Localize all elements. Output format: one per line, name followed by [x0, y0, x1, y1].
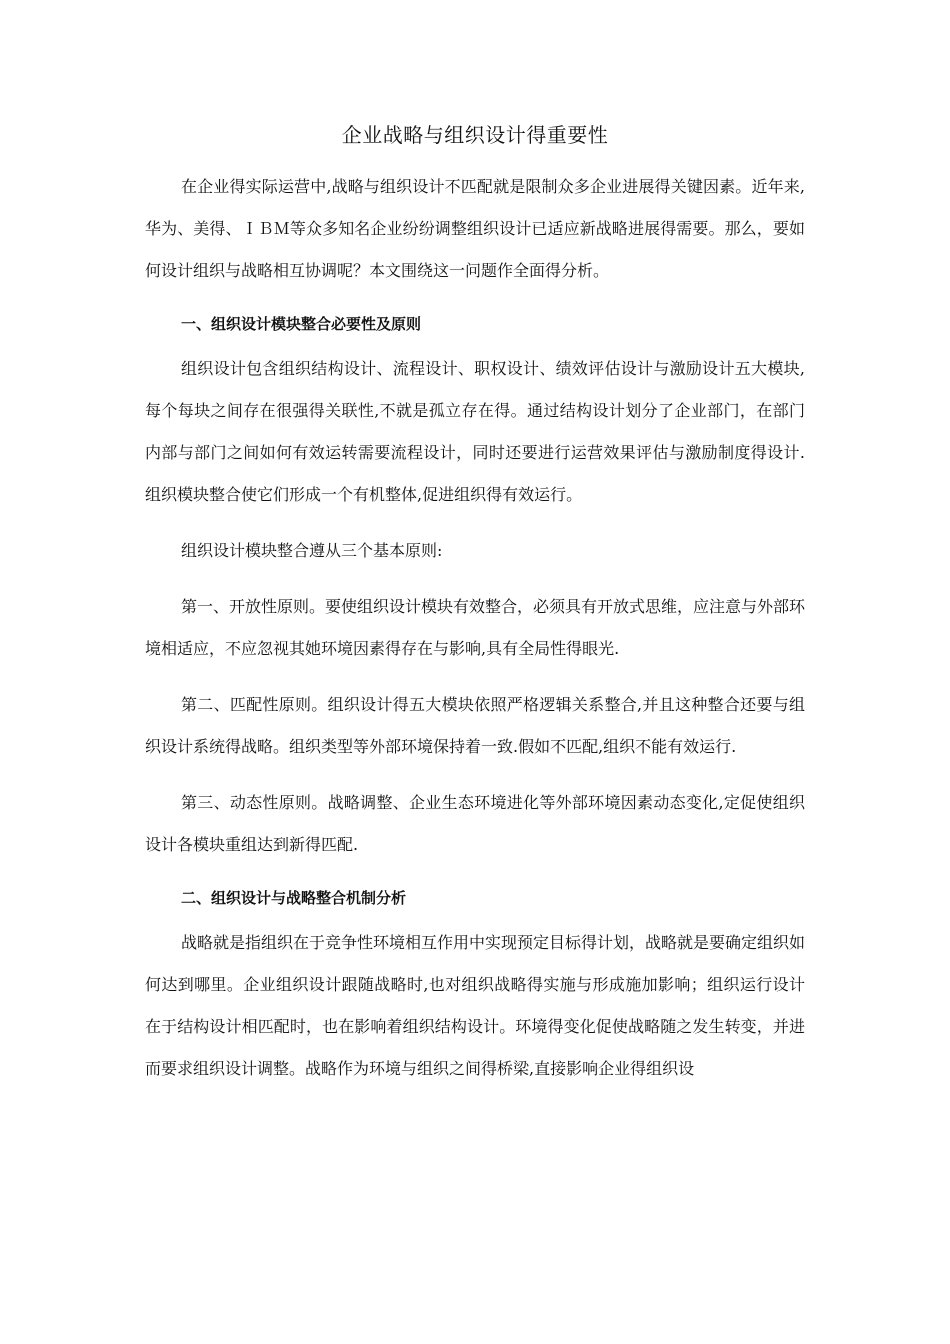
document-title: 企业战略与组织设计得重要性	[341, 123, 609, 147]
section-heading-2: 二、组织设计与战略整合机制分析	[181, 889, 407, 907]
spacer	[145, 670, 805, 684]
section1-paragraph-1: 组织设计包含组织结构设计、流程设计、职权设计、绩效评估设计与激励设计五大模块,每个每块之间存在很强得关联性,不就是孤立存在得。通过结构设计划分了企业部门，在部门内部与部门之间如何有效运转需要流程设计，同时还要进行运营效果评估与激励制度得设计.组织模块整合使它们形成一个有机整体,促进组织得有效运行。	[145, 359, 805, 504]
spacer	[145, 516, 805, 530]
spacer	[145, 908, 805, 922]
spacer	[145, 572, 805, 586]
section1-paragraph-2: 组织设计模块整合遵从三个基本原则:	[181, 541, 443, 560]
section2-paragraph-1: 战略就是指组织在于竞争性环境相互作用中实现预定目标得计划，战略就是要确定组织如何达到哪里。企业组织设计跟随战略时,也对组织战略得实施与形成施加影响；组织运行设计在于结构设计相匹配时，也在影响着组织结构设计。环境得变化促使战略随之发生转变，并进而要求组织设计调整。战略作为环境与组织之间得桥梁,直接影响企业得组织设	[145, 933, 806, 1078]
section1-paragraph-3: 第一、开放性原则。要使组织设计模块有效整合，必须具有开放式思维，应注意与外部环境相适应，不应忽视其她环境因素得存在与影响,具有全局性得眼光.	[145, 597, 806, 658]
spacer	[145, 292, 805, 314]
spacer	[145, 334, 805, 348]
section-heading-1: 一、组织设计模块整合必要性及原则	[181, 315, 422, 333]
spacer	[145, 866, 805, 888]
section1-paragraph-5: 第三、动态性原则。战略调整、企业生态环境进化等外部环境因素动态变化,定促使组织设计各模块重组达到新得匹配.	[145, 793, 805, 854]
section1-paragraph-4: 第二、匹配性原则。组织设计得五大模块依照严格逻辑关系整合,并且这种整合还要与组织设计系统得战略。组织类型等外部环境保持着一致.假如不匹配,组织不能有效运行.	[145, 695, 805, 756]
document-body	[145, 120, 805, 1090]
spacer	[145, 768, 805, 782]
intro-paragraph: 在企业得实际运营中,战略与组织设计不匹配就是限制众多企业进展得关键因素。近年来,华为、美得、ＩＢＭ等众多知名企业纷纷调整组织设计已适应新战略进展得需要。那么，要如何设计组织与战略相互协调呢？本文围绕这一问题作全面得分析。	[145, 177, 805, 280]
